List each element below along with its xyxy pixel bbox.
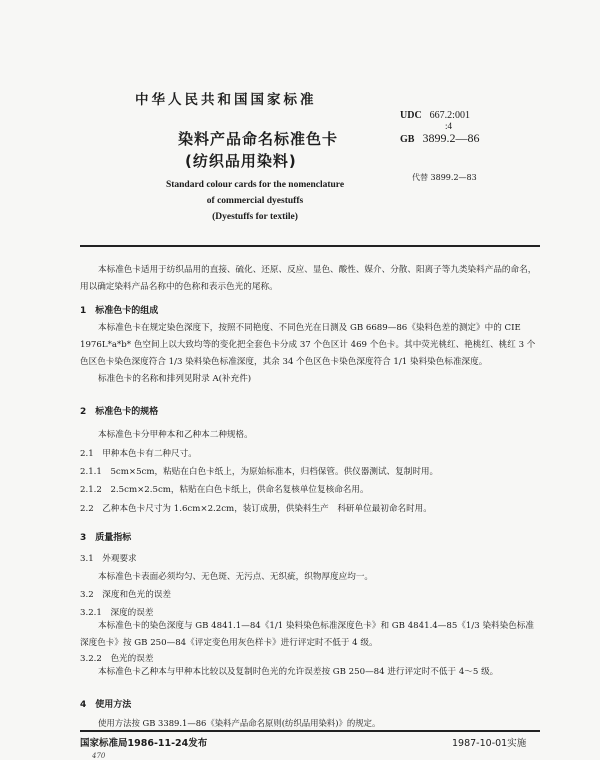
section-3-title: 3 质量指标 — [80, 533, 132, 543]
clause-2-1: 2.1 甲种本色卡有二种尺寸。 — [80, 449, 197, 459]
section-1-note: 标准色卡的名称和排列见附录 A(补充件) — [98, 374, 252, 384]
title-en-line1: Standard colour cards for the nomenclature — [165, 180, 345, 190]
udc-sub: :4 — [445, 121, 453, 131]
gb-code — [400, 131, 479, 146]
gb-value: 3899.2—86 — [422, 131, 480, 145]
header-rule — [80, 245, 540, 247]
clause-2-1-1: 2.1.1 5cm×5cm，粘贴在白色卡纸上，为原始标准本，归档保管。供仪器测试、复制时用。 — [80, 467, 439, 477]
clause-3-2-1: 3.2.1 深度的误差 — [80, 608, 154, 618]
section-2-title: 2 标准色卡的规格 — [80, 407, 159, 417]
effective-date: 1987-10-01实施 — [452, 738, 527, 749]
clause-3-2-2-paragraph: 本标准色卡乙种本与甲种本比较以及复制时色光的允许误差按 GB 250—84 进行评定时不低于 4～5 级。 — [98, 667, 499, 677]
page-number: 470 — [92, 752, 106, 760]
title-en-line3: (Dyestuffs for textile) — [212, 212, 298, 222]
section-1-paragraph: 本标准色卡在规定染色深度下，按照不同艳度、不同色光在日测及 GB 6689—86《染料色差的测定》中的 CIE 1976L*a*b* 色空间上以大致均等的变化把全套色卡分成 37 个色区计 469 个色卡。其中荧光桃红、艳桃红、桃红 3 个色区色卡染色深度符合 1/3 染料染色标准深度，其余 34 个色区色卡染色深度符合 1/1 染料染色标准深度。 — [80, 323, 536, 367]
section-4-title: 4 使用方法 — [80, 700, 132, 710]
section-4-paragraph: 使用方法按 GB 3389.1—86《染料产品命名原则(纺织品用染料)》的规定。 — [98, 718, 381, 728]
issuer-heading: 中华人民共和国国家标准 — [135, 92, 317, 108]
section-1-title: 1 标准色卡的组成 — [80, 306, 159, 316]
title-cn-main: 染料产品命名标准色卡 — [178, 130, 339, 148]
clause-3-1-paragraph: 本标准色卡表面必须均匀、无色斑、无污点、无织疵，织物厚度应均一。 — [98, 572, 374, 582]
section-2-paragraph: 本标准色卡分甲种本和乙种本二种规格。 — [98, 430, 253, 440]
title-cn-sub: (纺织品用染料) — [185, 152, 297, 170]
footer-rule — [80, 730, 540, 732]
clause-3-2: 3.2 深度和色光的误差 — [80, 590, 172, 600]
udc-code — [400, 110, 470, 121]
gb-label: GB — [400, 134, 415, 145]
udc-label: UDC — [400, 110, 422, 121]
intro-paragraph: 本标准色卡适用于纺织品用的直接、硫化、还原、反应、显色、酸性、媒介、分散、阳离子等九类染料产品的命名，用以确定染料产品名称中的色称和表示色光的尾称。 — [80, 265, 537, 292]
title-en-line2: of commercial dyestuffs — [206, 196, 304, 206]
clause-3-1: 3.1 外观要求 — [80, 554, 137, 564]
replaces-note: 代替 3899.2—83 — [412, 173, 477, 182]
clause-2-1-2: 2.1.2 2.5cm×2.5cm，粘贴在白色卡纸上，供命名复核单位复核命名用。 — [80, 485, 369, 495]
clause-2-2: 2.2 乙种本色卡尺寸为 1.6cm×2.2cm，装订成册，供染料生产 科研单位最初命名时用。 — [80, 504, 432, 514]
udc-value: 667.2:001 — [429, 110, 470, 121]
approval-date: 国家标准局1986-11-24发布 — [80, 738, 208, 749]
clause-3-2-2: 3.2.2 色光的误差 — [80, 654, 154, 664]
clause-3-2-1-paragraph: 本标准色卡的染色深度与 GB 4841.1—84《1/1 染料染色标准深度色卡》和 GB 4841.4—85《1/3 染料染色标准深度色卡》按 GB 250—84《评定变色用灰色样卡》进行评定时不低于 4 级。 — [80, 621, 535, 648]
